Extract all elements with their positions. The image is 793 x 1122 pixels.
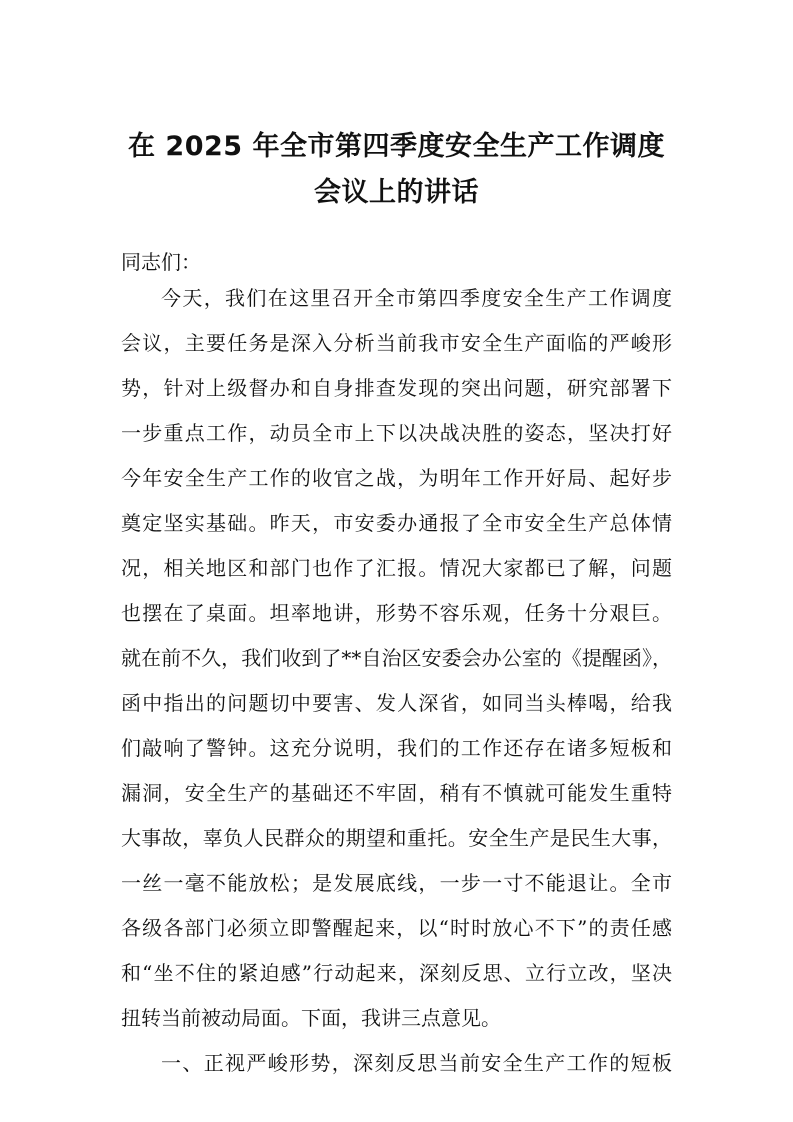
- body-line: 漏洞，安全生产的基础还不牢固，稍有不慎就可能发生重特: [121, 781, 672, 805]
- body-line: 也摆在了桌面。坦率地讲，形势不容乐观，任务十分艰巨。: [121, 601, 672, 625]
- body-line: 会议，主要任务是深入分析当前我市安全生产面临的严峻形: [121, 331, 672, 355]
- body-line: 今年安全生产工作的收官之战，为明年工作开好局、起好步: [121, 466, 672, 490]
- salutation: 同志们：: [121, 250, 201, 274]
- body-line: 们敲响了警钟。这充分说明，我们的工作还存在诸多短板和: [121, 736, 672, 760]
- body-line: 一丝一毫不能放松；是发展底线，一步一寸不能退让。全市: [121, 871, 672, 895]
- body-line: 就在前不久，我们收到了**自治区安委会办公室的《提醒函》，: [121, 646, 672, 670]
- body-line: 扭转当前被动局面。下面，我讲三点意见。: [121, 1006, 501, 1030]
- body-line: 今天，我们在这里召开全市第四季度安全生产工作调度: [161, 286, 672, 310]
- body-line: 况，相关地区和部门也作了汇报。情况大家都已了解，问题: [121, 556, 672, 580]
- document-title-line-2: 会议上的讲话: [314, 177, 479, 208]
- body-line: 奠定坚实基础。昨天，市安委办通报了全市安全生产总体情: [121, 511, 672, 535]
- body-line: 各级各部门必须立即警醒起来，以“时时放心不下”的责任感: [121, 916, 672, 940]
- body-line: 势，针对上级督办和自身排查发现的突出问题，研究部署下: [121, 376, 672, 400]
- body-line: 大事故，辜负人民群众的期望和重托。安全生产是民生大事，: [121, 826, 672, 850]
- body-line: 和“坐不住的紧迫感”行动起来，深刻反思、立行立改，坚决: [121, 961, 672, 985]
- section-heading-1: 一、正视严峻形势，深刻反思当前安全生产工作的短板: [161, 1051, 672, 1075]
- body-line: 函中指出的问题切中要害、发人深省，如同当头棒喝，给我: [121, 691, 672, 715]
- body-line: 一步重点工作，动员全市上下以决战决胜的姿态，坚决打好: [121, 421, 672, 445]
- document-title-line-1: 在 2025 年全市第四季度安全生产工作调度: [128, 131, 665, 162]
